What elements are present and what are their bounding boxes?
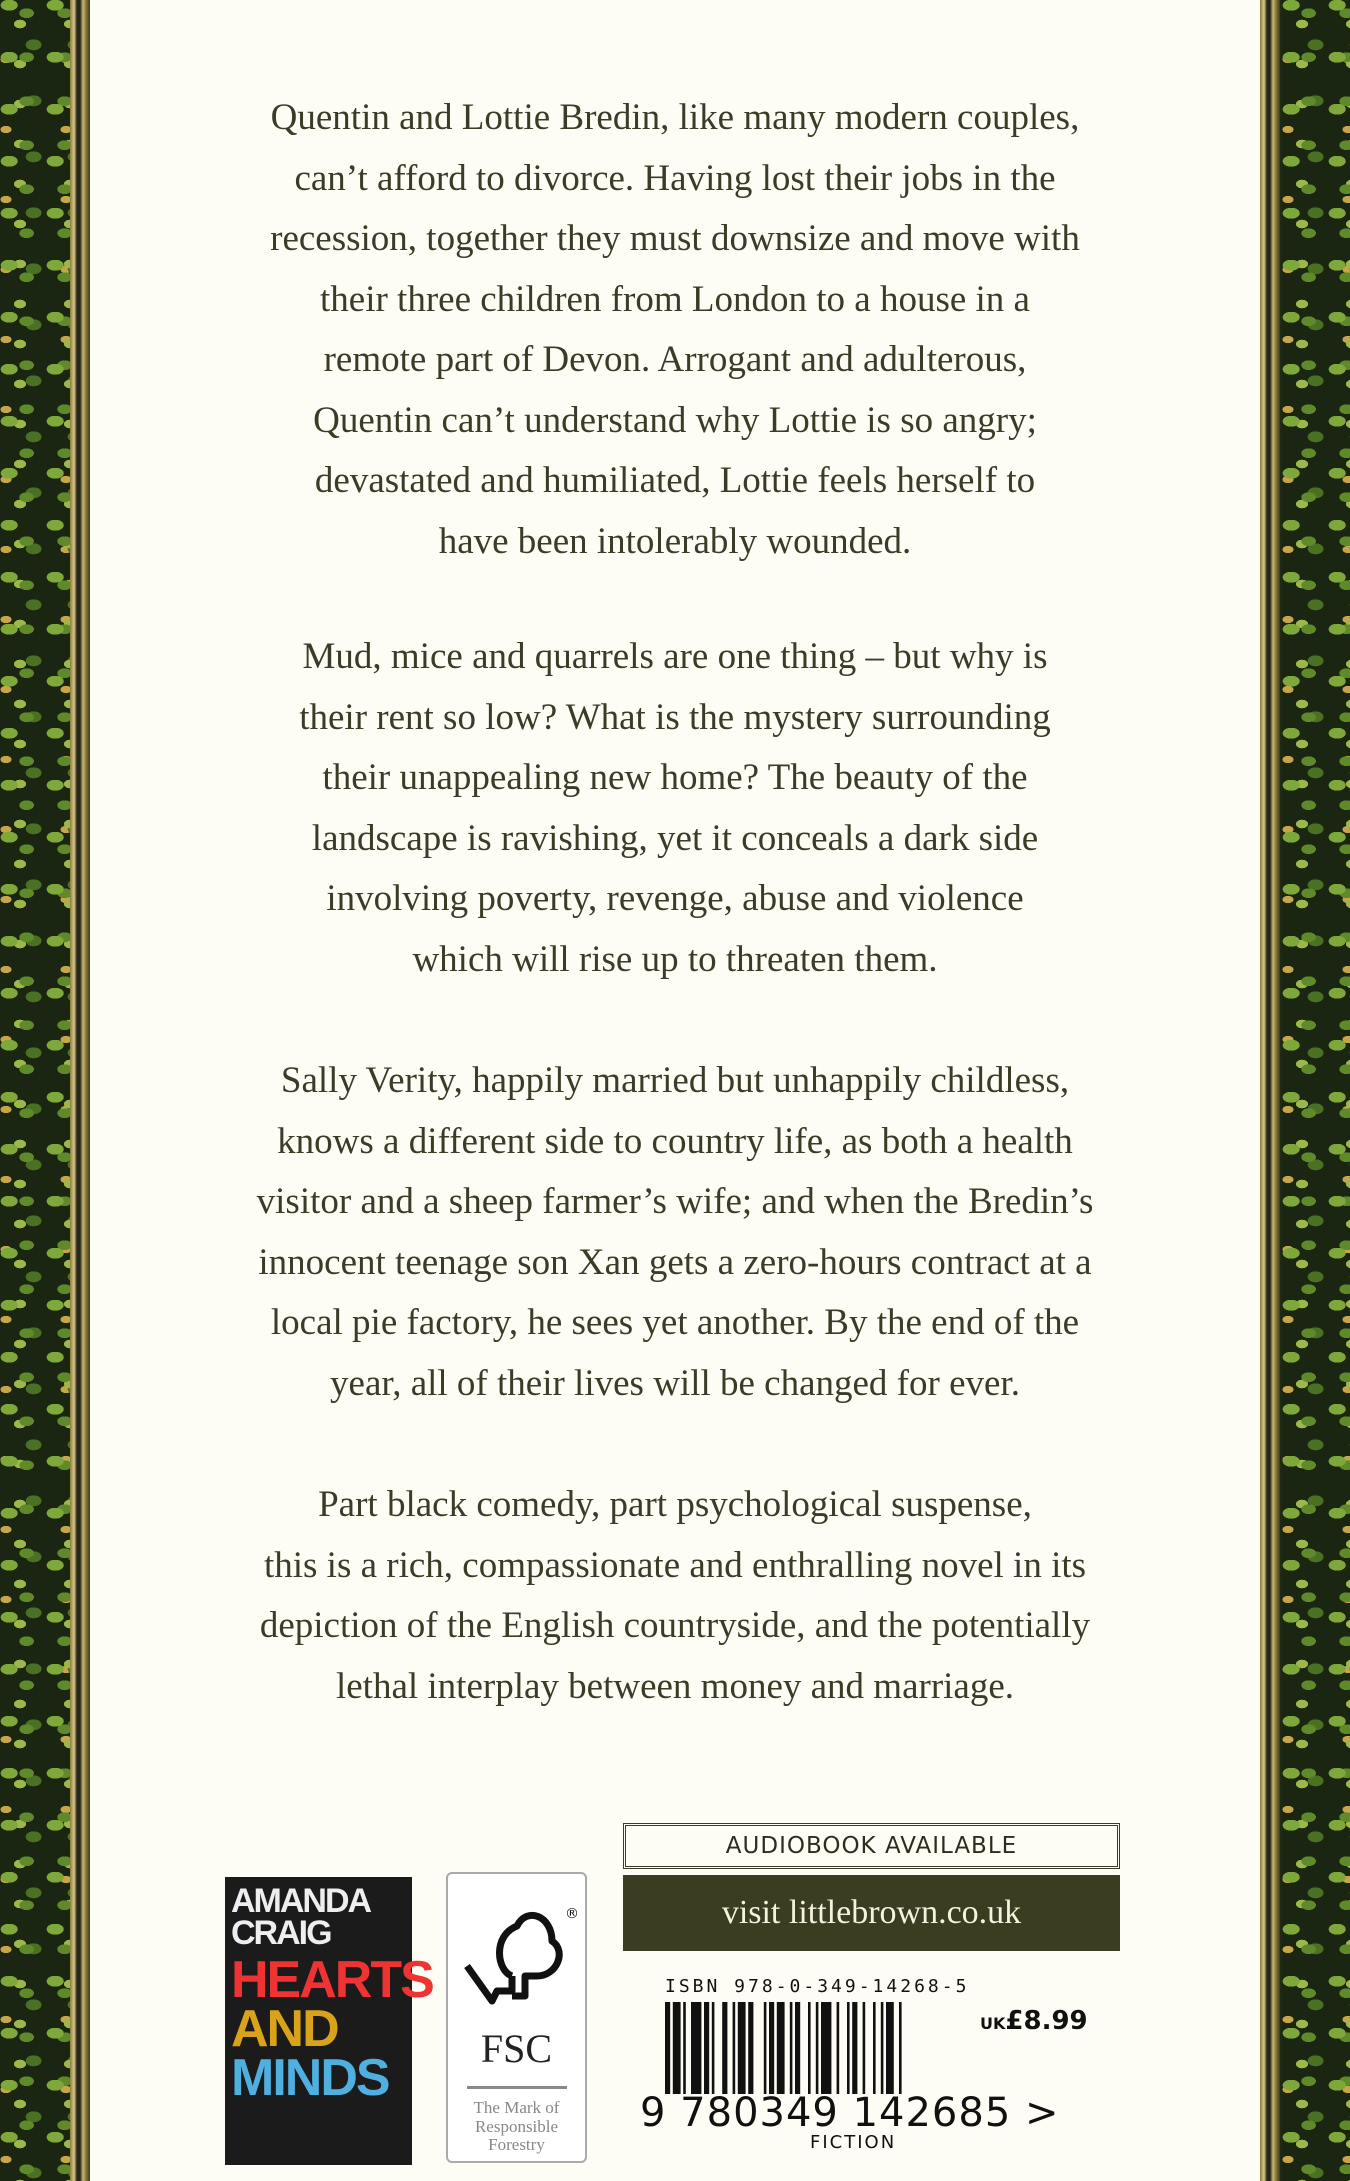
barcode-bar (665, 2002, 670, 2094)
barcode-bar (881, 2002, 884, 2094)
barcode-bar (847, 2002, 850, 2094)
foliage-border-left (0, 0, 70, 2181)
barcode-bar (748, 2002, 753, 2094)
barcode-bar (873, 2002, 876, 2094)
barcode-bar (691, 2002, 701, 2094)
blurb-line: year, all of their lives will be changed for ever. (330, 1362, 1020, 1404)
fsc-logo (446, 1872, 587, 2163)
fsc-text: FSC (480, 2026, 553, 2071)
blurb-line: knows a different side to country life, as both a health (277, 1120, 1073, 1162)
blurb-line: landscape is ravishing, yet it conceals a dark side (311, 817, 1039, 859)
barcode-bar (837, 2002, 840, 2094)
book-title-minds: MINDS (231, 2049, 389, 2108)
isbn-text: ISBN 978-0-349-14268-5 (665, 1976, 970, 1997)
blurb-line: their three children from London to a house in a (320, 278, 1030, 320)
blurb-line: have been intolerably wounded. (438, 520, 912, 562)
blurb-line: lethal interplay between money and marriage. (335, 1665, 1015, 1707)
blurb-line: can’t afford to divorce. Having lost their jobs in the (294, 157, 1056, 199)
gold-rule-right (1260, 0, 1280, 2181)
blurb-line: involving poverty, revenge, abuse and violence (326, 878, 1024, 919)
barcode-bar (790, 2002, 793, 2094)
fsc-tree-check-icon (457, 1896, 577, 2016)
blurb-line: Quentin can’t understand why Lottie is so angry; (313, 399, 1037, 441)
blurb-line: local pie factory, he sees yet another. By the end of the (270, 1302, 1080, 1343)
audiobook-available-label: AUDIOBOOK AVAILABLE (623, 1823, 1120, 1869)
barcode-bar (899, 2002, 902, 2094)
book-title-hearts: HEARTS (231, 1950, 433, 2009)
blurb-line: which will rise up to threaten them. (412, 938, 938, 980)
blurb-line: remote part of Devon. Arrogant and adulterous, (323, 339, 1027, 380)
blurb-paragraph-3 (90, 1051, 1260, 1414)
barcode (665, 2002, 965, 2094)
price: UK£8.99 (980, 2006, 1088, 2036)
blurb-line: Mud, mice and quarrels are one thing – but why is (302, 636, 1048, 677)
blurb-line: recession, together they must downsize and move with (270, 218, 1080, 259)
book-title-and: AND (231, 1999, 338, 2058)
gold-rule-left (70, 0, 90, 2181)
blurb-line: Quentin and Lottie Bredin, like many modern couples, (270, 97, 1080, 138)
barcode-bar (863, 2002, 866, 2094)
barcode-bar (683, 2002, 686, 2094)
blurb-line: depiction of the English countryside, and the potentially (259, 1605, 1091, 1646)
author-name: AMANDA CRAIG (231, 1882, 371, 1953)
blurb-line: devastated and humiliated, Lottie feels herself to (314, 460, 1036, 501)
barcode-bar (795, 2002, 800, 2094)
blurb-paragraph-2 (90, 627, 1260, 990)
barcode-digits: 9 780349 142685 > (640, 2090, 1060, 2136)
book-cover-thumbnail (225, 1877, 433, 2165)
blurb-line: their rent so low? What is the mystery surrounding (299, 696, 1051, 738)
blurb-line: innocent teenage son Xan gets a zero-hours contract at a (258, 1241, 1092, 1283)
barcode-bar (673, 2002, 681, 2094)
svg-text:®: ® (564, 1906, 579, 1922)
barcode-bar (722, 2002, 727, 2094)
barcode-bar (821, 2002, 831, 2094)
blurb-line: Sally Verity, happily married but unhappily childless, (280, 1060, 1070, 1101)
blurb-paragraph-4 (90, 1475, 1260, 1717)
blurb-line: visitor and a sheep farmer’s wife; and when the Bredin’s (256, 1181, 1094, 1222)
blurb-line: their unappealing new home? The beauty of the (322, 757, 1028, 798)
fsc-tagline: The Mark of Responsible Forestry (467, 2086, 567, 2155)
barcode-bar (733, 2002, 736, 2094)
foliage-border-right (1282, 0, 1350, 2181)
publisher-website-link[interactable]: visit littlebrown.co.uk (623, 1875, 1120, 1951)
barcode-bar (712, 2002, 715, 2094)
barcode-bar (852, 2002, 857, 2094)
blurb-line: this is a rich, compassionate and enthralling novel in its (263, 1544, 1087, 1586)
category-label: FICTION (810, 2132, 897, 2153)
barcode-bar (764, 2002, 767, 2094)
blurb-paragraph-1 (90, 88, 1260, 572)
barcode-bar (886, 2002, 894, 2094)
barcode-bar (704, 2002, 709, 2094)
blurb-line: Part black comedy, part psychological suspense, (318, 1484, 1032, 1525)
barcode-bar (816, 2002, 819, 2094)
barcode-bar (738, 2002, 746, 2094)
barcode-bar (769, 2002, 774, 2094)
barcode-bar (777, 2002, 785, 2094)
barcode-bar (808, 2002, 811, 2094)
